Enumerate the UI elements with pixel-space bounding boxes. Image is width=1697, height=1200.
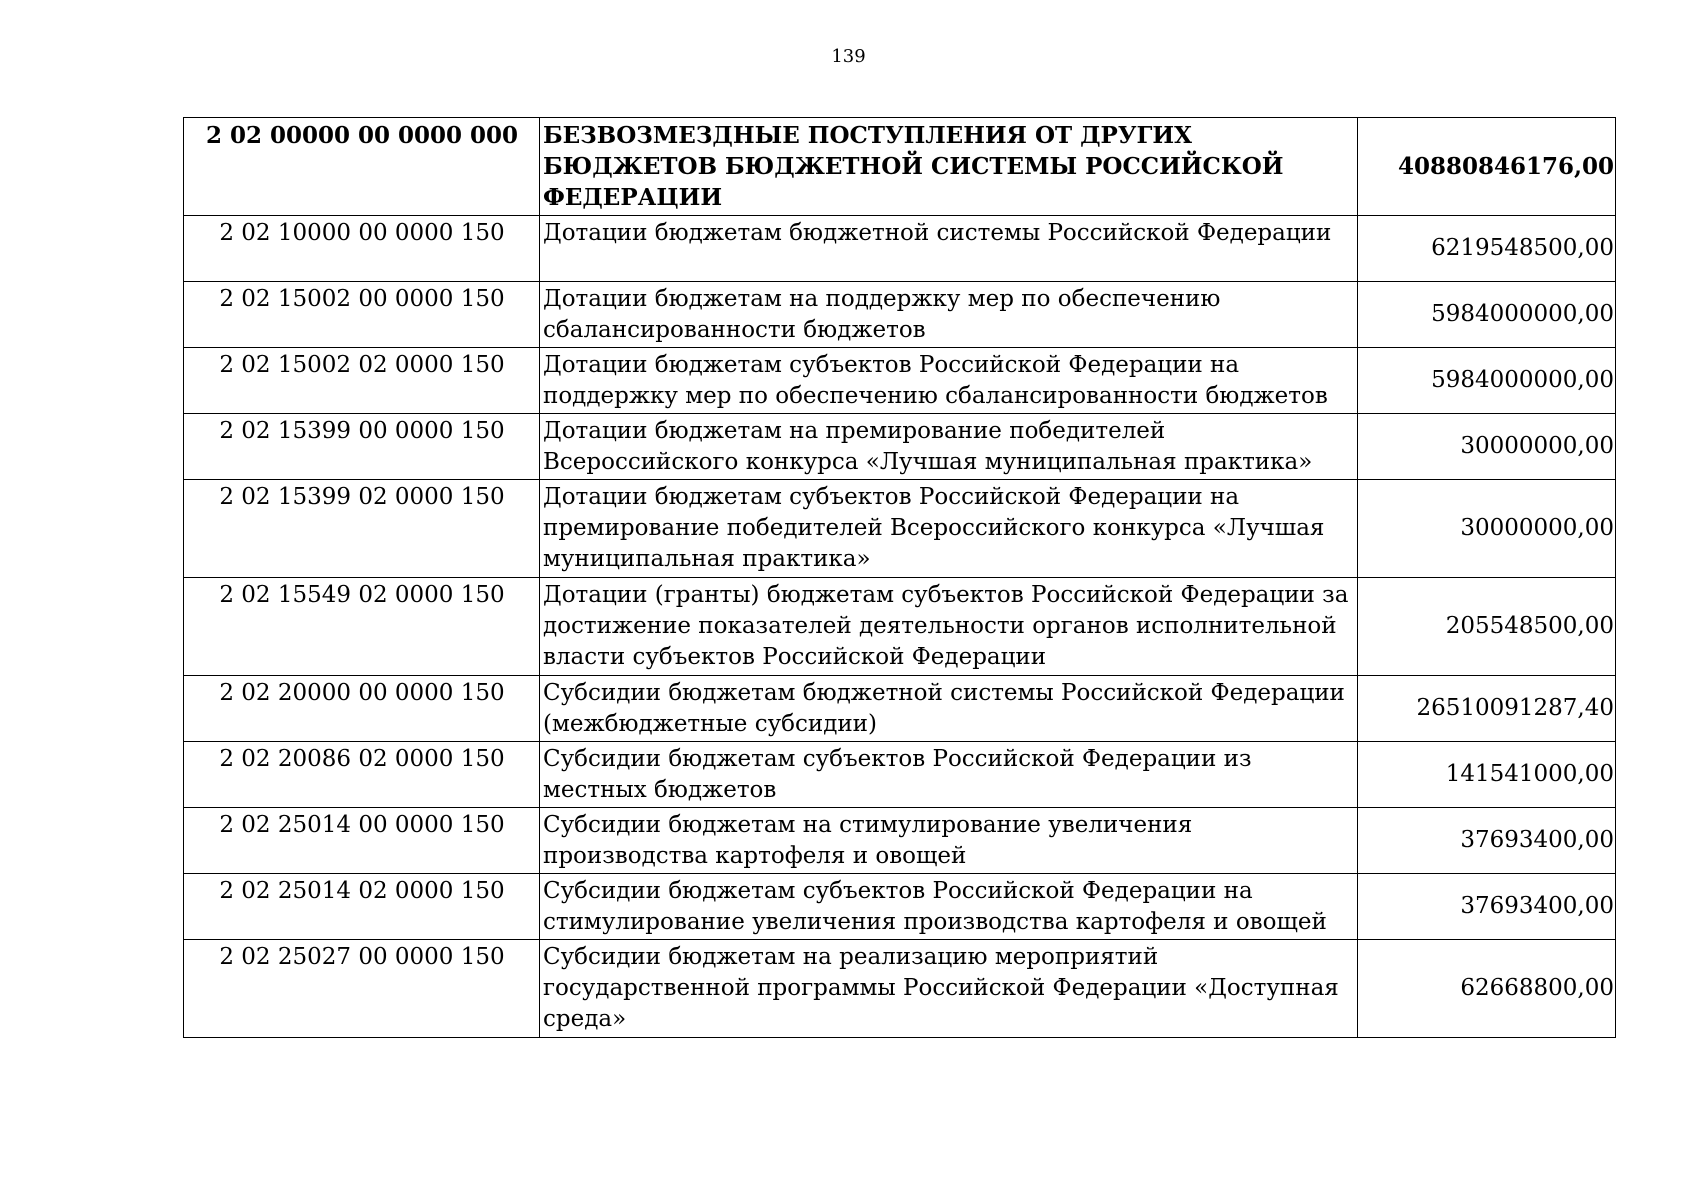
amount-cell: 62668800,00: [1358, 940, 1616, 1038]
table-row: [184, 676, 1616, 742]
budget-code-cell: 2 02 15549 02 0000 150: [184, 578, 540, 676]
budget-code-cell: 2 02 25014 02 0000 150: [184, 874, 540, 940]
budget-code-cell: 2 02 15399 00 0000 150: [184, 414, 540, 480]
amount-cell: 40880846176,00: [1358, 118, 1616, 216]
table-row: [184, 216, 1616, 282]
amount-cell: 26510091287,40: [1358, 676, 1616, 742]
revenue-name-cell: Дотации бюджетам на поддержку мер по обеспечению сбалансированности бюджетов: [540, 282, 1358, 348]
budget-code-cell: 2 02 25027 00 0000 150: [184, 940, 540, 1038]
budget-code-cell: 2 02 15002 00 0000 150: [184, 282, 540, 348]
revenue-name-cell: Субсидии бюджетам субъектов Российской Федерации из местных бюджетов: [540, 742, 1358, 808]
amount-cell: 30000000,00: [1358, 414, 1616, 480]
revenue-name-cell: Дотации бюджетам на премирование победителей Всероссийского конкурса «Лучшая муниципальная практика»: [540, 414, 1358, 480]
table-row: [184, 874, 1616, 940]
table-body: [184, 118, 1616, 1038]
budget-code-cell: 2 02 20000 00 0000 150: [184, 676, 540, 742]
table-row: [184, 808, 1616, 874]
amount-cell: 141541000,00: [1358, 742, 1616, 808]
table-row: [184, 282, 1616, 348]
amount-cell: 37693400,00: [1358, 808, 1616, 874]
revenue-name-cell: Дотации (гранты) бюджетам субъектов Российской Федерации за достижение показателей деятельности органов исполнительной власти субъектов Российской Федерации: [540, 578, 1358, 676]
budget-code-cell: 2 02 15399 02 0000 150: [184, 480, 540, 578]
revenue-name-cell: Дотации бюджетам бюджетной системы Российской Федерации: [540, 216, 1358, 282]
budget-code-cell: 2 02 20086 02 0000 150: [184, 742, 540, 808]
revenue-name-cell: Субсидии бюджетам на реализацию мероприятий государственной программы Российской Федерации «Доступная среда»: [540, 940, 1358, 1038]
budget-code-cell: 2 02 10000 00 0000 150: [184, 216, 540, 282]
budget-code-cell: 2 02 00000 00 0000 000: [184, 118, 540, 216]
budget-revenue-table: [183, 117, 1616, 1038]
budget-code-cell: 2 02 25014 00 0000 150: [184, 808, 540, 874]
amount-cell: 6219548500,00: [1358, 216, 1616, 282]
amount-cell: 5984000000,00: [1358, 282, 1616, 348]
revenue-name-cell: Дотации бюджетам субъектов Российской Федерации на премирование победителей Всероссийского конкурса «Лучшая муниципальная практика»: [540, 480, 1358, 578]
page-number: 139: [831, 46, 866, 67]
revenue-name-cell: БЕЗВОЗМЕЗДНЫЕ ПОСТУПЛЕНИЯ ОТ ДРУГИХ БЮДЖЕТОВ БЮДЖЕТНОЙ СИСТЕМЫ РОССИЙСКОЙ ФЕДЕРАЦИИ: [540, 118, 1358, 216]
table-row: [184, 578, 1616, 676]
table-row: [184, 118, 1616, 216]
budget-code-cell: 2 02 15002 02 0000 150: [184, 348, 540, 414]
table-row: [184, 414, 1616, 480]
amount-cell: 205548500,00: [1358, 578, 1616, 676]
table-row: [184, 940, 1616, 1038]
amount-cell: 37693400,00: [1358, 874, 1616, 940]
table-row: [184, 480, 1616, 578]
revenue-name-cell: Субсидии бюджетам субъектов Российской Федерации на стимулирование увеличения производства картофеля и овощей: [540, 874, 1358, 940]
amount-cell: 30000000,00: [1358, 480, 1616, 578]
table-row: [184, 742, 1616, 808]
revenue-name-cell: Дотации бюджетам субъектов Российской Федерации на поддержку мер по обеспечению сбалансированности бюджетов: [540, 348, 1358, 414]
table-row: [184, 348, 1616, 414]
revenue-name-cell: Субсидии бюджетам на стимулирование увеличения производства картофеля и овощей: [540, 808, 1358, 874]
revenue-name-cell: Субсидии бюджетам бюджетной системы Российской Федерации (межбюджетные субсидии): [540, 676, 1358, 742]
amount-cell: 5984000000,00: [1358, 348, 1616, 414]
